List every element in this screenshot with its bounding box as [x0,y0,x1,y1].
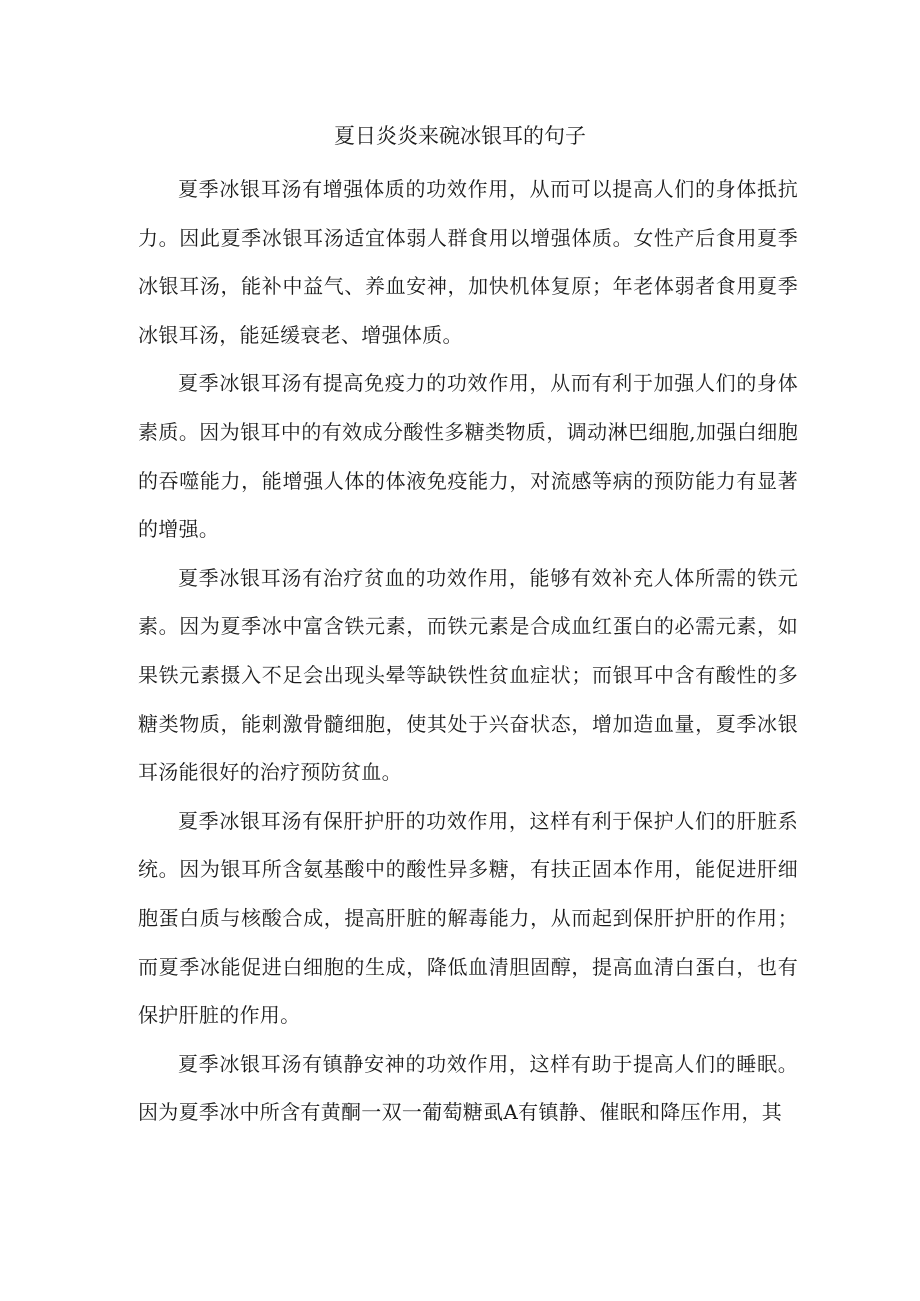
paragraph-3: 夏季冰银耳汤有治疗贫血的功效作用，能够有效补充人体所需的铁元素。因为夏季冰中富含铁元素，而铁元素是合成血红蛋白的必需元素，如果铁元素摄入不足会出现头晕等缺铁性贫血症状；而银耳中含有酸性的多糖类物质，能刺激骨髓细胞，使其处于兴奋状态，增加造血量，夏季冰银耳汤能很好的治疗预防贫血。 [138,565,798,785]
document-title: 夏日炎炎来碗冰银耳的句子 [334,124,586,148]
paragraph-5: 夏季冰银耳汤有镇静安神的功效作用，这样有助于提高人们的睡眠。因为夏季冰中所含有黄酮一双一葡萄糖虱A有镇静、催眠和降压作用，其 [138,1051,798,1125]
paragraph-1: 夏季冰银耳汤有增强体质的功效作用，从而可以提高人们的身体抵抗力。因此夏季冰银耳汤适宜体弱人群食用以增强体质。女性产后食用夏季冰银耳汤，能补中益气、养血安神，加快机体复原；年老体弱者食用夏季冰银耳汤，能延缓衰老、增强体质。 [138,177,798,347]
paragraph-4: 夏季冰银耳汤有保肝护肝的功效作用，这样有利于保护人们的肝脏系统。因为银耳所含氨基酸中的酸性异多糖，有扶正固本作用，能促进肝细胞蛋白质与核酸合成，提高肝脏的解毒能力，从而起到保肝护肝的作用；而夏季冰能促进白细胞的生成，降低血清胆固醇，提高血清白蛋白，也有保护肝脏的作用。 [138,808,798,1028]
paragraph-2: 夏季冰银耳汤有提高免疫力的功效作用，从而有利于加强人们的身体素质。因为银耳中的有效成分酸性多糖类物质，调动淋巴细胞,加强白细胞的吞噬能力，能增强人体的体液免疫能力，对流感等病的预防能力有显著的增强。 [138,371,798,542]
document-body [138,165,798,1137]
